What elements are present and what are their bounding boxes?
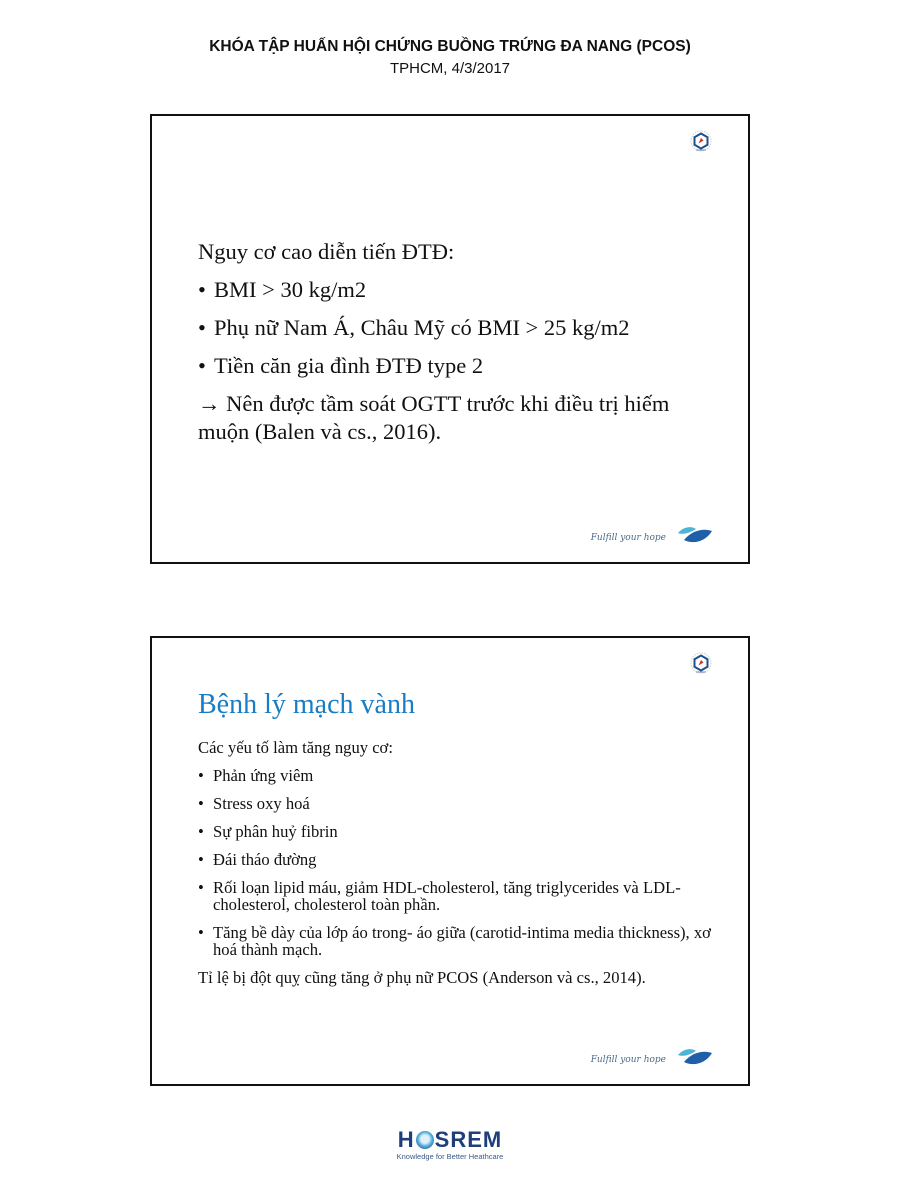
list-item: • Rối loạn lipid máu, giảm HDL-cholesterol, tăng triglycerides và LDL-cholesterol, cholesterol toàn phần. [198, 879, 738, 913]
hosrem-logo [390, 1128, 510, 1162]
list-item: • Phản ứng viêm [198, 767, 738, 784]
slide-1-intro: Nguy cơ cao diễn tiến ĐTĐ: [198, 239, 455, 264]
list-item: • Tăng bề dày của lớp áo trong- áo giữa (carotid-intima media thickness), xơ hoá thành mạch. [198, 924, 738, 958]
brand-tagline: Fulfill your hope [590, 1055, 666, 1065]
slide-2 [150, 636, 750, 1086]
brand-footer [591, 1046, 714, 1068]
arrow-right-icon: → [198, 391, 221, 416]
brand-logo-icon [674, 1046, 714, 1068]
conclusion-text: Nên được tầm soát OGTT trước khi điều trị hiếm muộn (Balen và cs., 2016). [198, 391, 670, 444]
bullet-icon: • [198, 277, 206, 302]
list-item: • Stress oxy hoá [198, 795, 738, 812]
brand-logo-icon [674, 524, 714, 546]
slide-1 [150, 114, 750, 564]
list-item: • Đái tháo đường [198, 851, 738, 868]
bullet-icon: • [198, 353, 206, 378]
slide-2-footer-note: Tỉ lệ bị đột quỵ cũng tăng ở phụ nữ PCOS (Anderson và cs., 2014). [198, 968, 646, 987]
hosrem-logo-name [390, 1128, 510, 1152]
hosrem-tagline: Knowledge for Better Heathcare [396, 1152, 504, 1161]
list-item-text: Phụ nữ Nam Á, Châu Mỹ có BMI > 25 kg/m2 [214, 315, 630, 340]
brand-tagline: Fulfill your hope [590, 533, 666, 543]
list-item [198, 352, 718, 379]
slide-2-body [198, 739, 738, 986]
hosrem-logo-h: H [397, 1127, 415, 1152]
list-item: • Sự phân huỷ fibrin [198, 823, 738, 840]
slide-1-body [198, 238, 718, 446]
certification-seal-icon [690, 130, 712, 152]
list-item [198, 276, 718, 303]
slide-2-title: Bệnh lý mạch vành [198, 689, 415, 720]
document-header [0, 36, 900, 80]
slide-2-intro: Các yếu tố làm tăng nguy cơ: [198, 738, 393, 757]
certification-seal-icon [690, 652, 712, 674]
list-item-text: Tiền căn gia đình ĐTĐ type 2 [214, 353, 484, 378]
globe-icon [416, 1131, 434, 1149]
document-title: KHÓA TẬP HUẤN HỘI CHỨNG BUỒNG TRỨNG ĐA NANG (PCOS) [209, 38, 691, 55]
list-item-text: BMI > 30 kg/m2 [214, 277, 367, 302]
document-subtitle: TPHCM, 4/3/2017 [389, 60, 511, 77]
brand-footer [591, 524, 714, 546]
slide-1-conclusion [198, 390, 718, 446]
bullet-icon: • [198, 315, 206, 340]
list-item [198, 314, 718, 341]
hosrem-logo-rest: SREM [434, 1127, 503, 1152]
